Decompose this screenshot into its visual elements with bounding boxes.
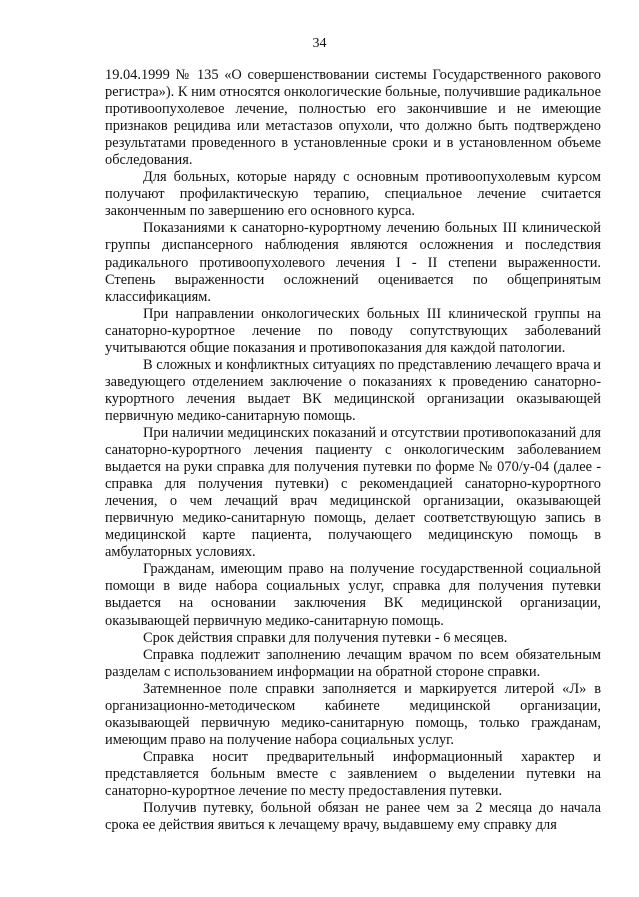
paragraph: 19.04.1999 № 135 «О совершенствовании системы Государственного ракового регистра»). К ним относятся онкологические больные, получившие радикальное противоопухолевое лечение, полностью его закончившие и не имеющие признаков рецидива или метастазов опухоли, что должно быть подтверждено результатами проведенного в установленные сроки и в установленном объеме обследования.	[105, 67, 601, 169]
paragraph: Справка носит предварительный информационный характер и представляется больным вместе с заявлением о выделении путевки на санаторно-курортное лечение по месту предоставления путевки.	[105, 748, 601, 799]
paragraph: Гражданам, имеющим право на получение государственной социальной помощи в виде набора социальных услуг, справка для получения путевки выдается на основании заключения ВК медицинской организации, оказывающей первичную медико-санитарную помощь.	[105, 561, 601, 629]
paragraph: Для больных, которые наряду с основным противоопухолевым курсом получают профилактическую терапию, специальное лечение считается законченным по завершению его основного курса.	[105, 169, 601, 220]
paragraph: В сложных и конфликтных ситуациях по представлению лечащего врача и заведующего отделением заключение о показаниях к проведению санаторно-курортного лечения выдает ВК медицинской организации оказывающей первичную медико-санитарную помощь.	[105, 356, 601, 424]
paragraph: Показаниями к санаторно-курортному лечению больных III клинической группы диспансерного наблюдения являются осложнения и последствия радикального противоопухолевого лечения I - II степени выраженности. Степень выраженности осложнений оценивается по общепринятым классификациям.	[105, 220, 601, 305]
paragraph: При направлении онкологических больных III клинической группы на санаторно-курортное лечение по поводу сопутствующих заболеваний учитываются общие показания и противопоказания для каждой патологии.	[105, 305, 601, 356]
paragraph: Срок действия справки для получения путевки - 6 месяцев.	[143, 629, 508, 646]
paragraph: Получив путевку, больной обязан не ранее чем за 2 месяца до начала срока ее действия явиться к лечащему врачу, выдавшему ему справку для	[105, 800, 601, 834]
body-text	[105, 67, 601, 834]
page-number: 34	[312, 36, 327, 51]
paragraph: Справка подлежит заполнению лечащим врачом по всем обязательным разделам с использованием информации на обратной стороне справки.	[105, 646, 601, 680]
paragraph: При наличии медицинских показаний и отсутствии противопоказаний для санаторно-курортного лечения пациенту с онкологическим заболеванием выдается на руки справка для получения путевки по форме № 070/у-04 (далее - справка для получения путевки) с рекомендацией санаторно-курортного лечения, о чем лечащий врач медицинской организации, оказывающей первичную медико-санитарную помощь, делает соответствующую запись в медицинской карте пациента, получающего медицинскую помощь в амбулаторных условиях.	[105, 424, 601, 561]
paragraph: Затемненное поле справки заполняется и маркируется литерой «Л» в организационно-методическом кабинете медицинской организации, оказывающей первичную медико-санитарную помощь, только гражданам, имеющим право на получение набора социальных услуг.	[105, 680, 601, 748]
